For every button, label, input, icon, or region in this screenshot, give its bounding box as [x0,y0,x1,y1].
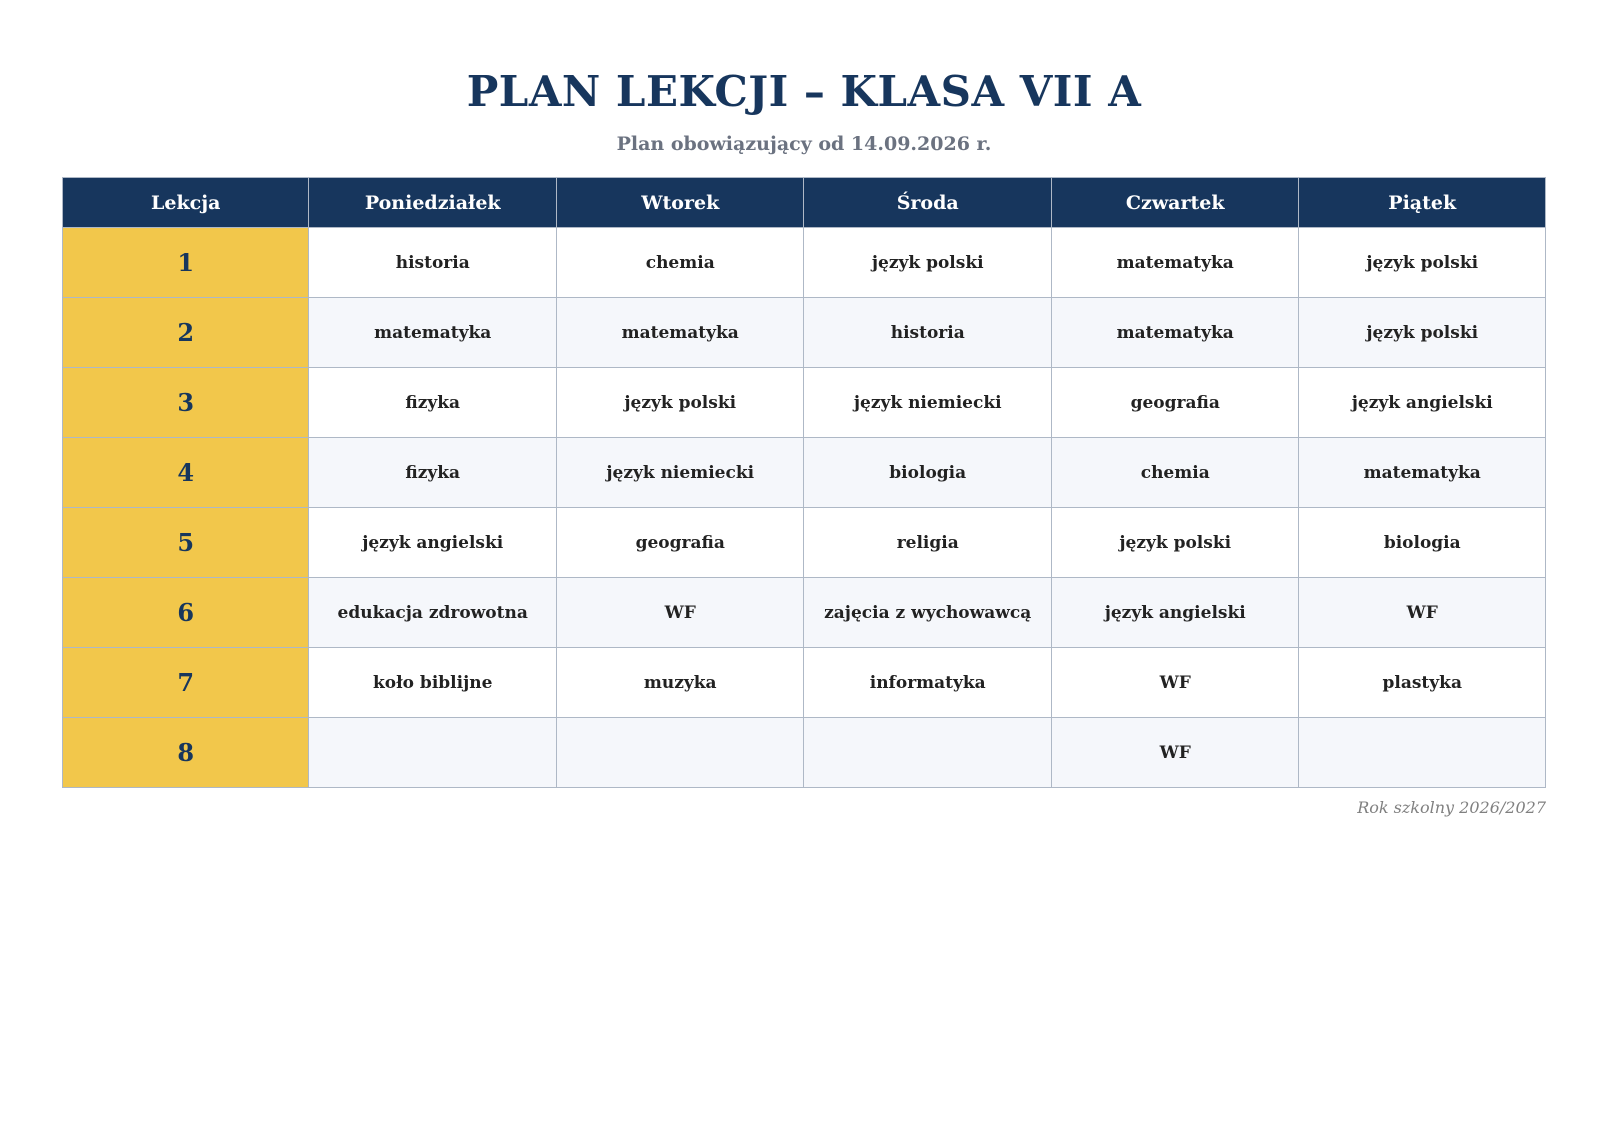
timetable [62,177,1546,788]
subject-cell [556,718,804,788]
subject-cell: edukacja zdrowotna [309,578,557,648]
subject-cell: historia [804,298,1052,368]
lesson-number: 1 [63,228,309,298]
header-thursday: Czwartek [1051,178,1299,228]
table-row [63,228,1546,298]
subject-cell: matematyka [1299,438,1546,508]
subject-cell: religia [804,508,1052,578]
header-wednesday: Środa [804,178,1052,228]
lesson-number: 6 [63,578,309,648]
subject-cell: muzyka [556,648,804,718]
subject-cell: język angielski [1051,578,1299,648]
subject-cell [1299,718,1546,788]
table-row [63,648,1546,718]
subject-cell: język polski [556,368,804,438]
subject-cell: język angielski [309,508,557,578]
header-monday: Poniedziałek [309,178,557,228]
subject-cell: WF [1051,718,1299,788]
subject-cell: biologia [1299,508,1546,578]
subject-cell: fizyka [309,438,557,508]
page-subtitle: Plan obowiązujący od 14.09.2026 r. [616,133,992,155]
subject-cell: informatyka [804,648,1052,718]
subject-cell: historia [309,228,557,298]
subject-cell: matematyka [1051,228,1299,298]
subject-cell: matematyka [309,298,557,368]
subject-cell: zajęcia z wychowawcą [804,578,1052,648]
subject-cell: geografia [1051,368,1299,438]
table-row [63,368,1546,438]
subject-cell: koło biblijne [309,648,557,718]
subject-cell: język polski [1299,228,1546,298]
subject-cell: chemia [1051,438,1299,508]
lesson-number: 2 [63,298,309,368]
table-row [63,438,1546,508]
table-row [63,298,1546,368]
subject-cell: język angielski [1299,368,1546,438]
header-lesson: Lekcja [63,178,309,228]
subject-cell: język niemiecki [804,368,1052,438]
table-row [63,718,1546,788]
subject-cell: fizyka [309,368,557,438]
lesson-number: 8 [63,718,309,788]
school-year-footer: Rok szkolny 2026/2027 [1357,798,1546,817]
header-tuesday: Wtorek [556,178,804,228]
subject-cell: język polski [1051,508,1299,578]
lesson-number: 5 [63,508,309,578]
subject-cell [804,718,1052,788]
subject-cell: język polski [804,228,1052,298]
lesson-number: 4 [63,438,309,508]
subject-cell: biologia [804,438,1052,508]
subject-cell: plastyka [1299,648,1546,718]
lesson-number: 3 [63,368,309,438]
subject-cell [309,718,557,788]
table-row [63,508,1546,578]
subject-cell: język polski [1299,298,1546,368]
lesson-number: 7 [63,648,309,718]
header-row [63,178,1546,228]
subject-cell: WF [1299,578,1546,648]
subject-cell: WF [1051,648,1299,718]
subject-cell: WF [556,578,804,648]
subject-cell: chemia [556,228,804,298]
subject-cell: język niemiecki [556,438,804,508]
subject-cell: geografia [556,508,804,578]
header-friday: Piątek [1299,178,1546,228]
subject-cell: matematyka [556,298,804,368]
table-row [63,578,1546,648]
subject-cell: matematyka [1051,298,1299,368]
page-title: PLAN LEKCJI – KLASA VII A [466,67,1142,116]
